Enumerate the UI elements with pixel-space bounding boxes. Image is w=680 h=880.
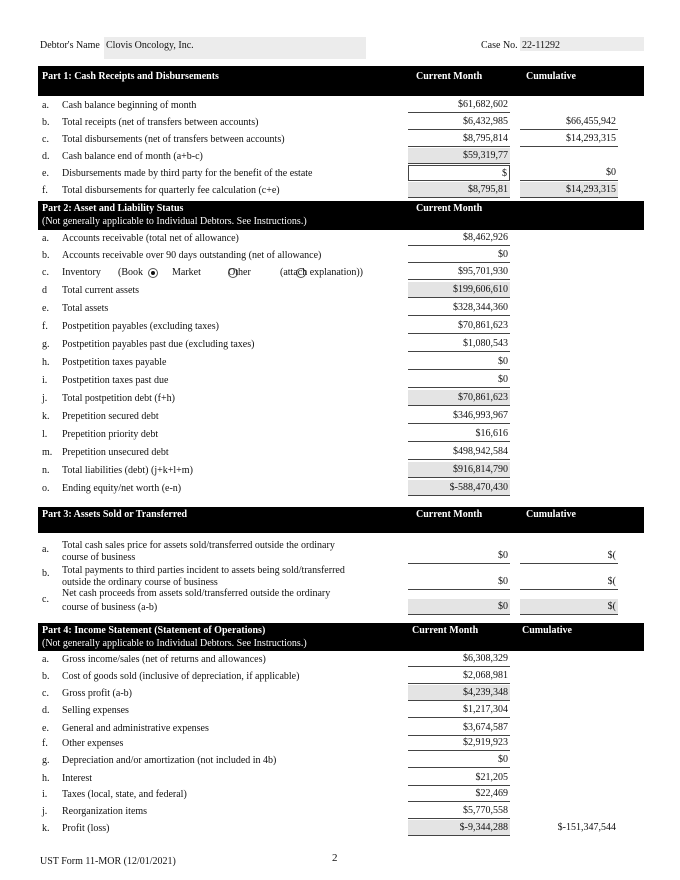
net-proceeds-current[interactable]: $0 — [408, 599, 510, 615]
part4-row-h — [0, 770, 680, 787]
row-letter: g. — [42, 755, 50, 766]
part2-col-current: Current Month — [416, 203, 483, 214]
row-label: Inventory — [62, 267, 101, 278]
row-letter: a. — [42, 100, 49, 111]
taxes-current[interactable]: $22,469 — [408, 786, 510, 802]
part1-col-current: Current Month — [416, 71, 483, 82]
part2-row-c-inventory — [0, 264, 680, 281]
part2-row-l — [0, 426, 680, 443]
row-label: Total assets — [62, 303, 109, 314]
third-party-current-input[interactable]: $ — [408, 165, 510, 181]
part4-title: Part 4: Income Statement (Statement of Operations) — [42, 625, 266, 636]
interest-current[interactable]: $21,205 — [408, 770, 510, 786]
row-label: Other expenses — [62, 738, 124, 749]
depreciation-current[interactable]: $0 — [408, 752, 510, 768]
part3-row-c — [0, 588, 680, 616]
third-party-payments-cumulative[interactable]: $( — [520, 574, 618, 590]
part1-row-e — [0, 165, 680, 182]
case-no-label: Case No. — [481, 40, 518, 51]
row-label: Total postpetition debt (f+h) — [62, 393, 175, 404]
row-label: Total liabilities (debt) (j+k+l+m) — [62, 465, 193, 476]
post-payables-current[interactable]: $70,861,623 — [408, 318, 510, 334]
row-letter: e. — [42, 723, 49, 734]
part3-header — [38, 507, 644, 533]
current-assets-current[interactable]: $199,606,610 — [408, 282, 510, 298]
part4-row-k — [0, 820, 680, 837]
page-number: 2 — [332, 852, 338, 864]
part3-col-current: Current Month — [416, 509, 483, 520]
row-letter: j. — [42, 393, 48, 404]
third-party-cumulative[interactable]: $0 — [520, 165, 618, 181]
part4-subtitle: (Not generally applicable to Individual Debtors. See Instructions.) — [42, 638, 307, 649]
row-label: Taxes (local, state, and federal) — [62, 789, 187, 800]
row-label: Gross income/sales (net of returns and allowances) — [62, 654, 266, 665]
row-label-line2: course of business — [62, 552, 136, 563]
part1-row-f — [0, 182, 680, 199]
row-letter: a. — [42, 233, 49, 244]
row-label: General and administrative expenses — [62, 723, 209, 734]
part2-row-g — [0, 336, 680, 353]
row-label: Prepetition unsecured debt — [62, 447, 169, 458]
row-label: Cash balance beginning of month — [62, 100, 197, 111]
row-label: Postpetition taxes past due — [62, 375, 169, 386]
form-number: UST Form 11-MOR (12/01/2021) — [40, 856, 176, 867]
row-letter: b. — [42, 568, 50, 579]
part1-row-c — [0, 131, 680, 148]
row-letter: c. — [42, 594, 49, 605]
row-label: Gross profit (a-b) — [62, 688, 132, 699]
row-letter: f. — [42, 738, 48, 749]
part4-row-b — [0, 668, 680, 685]
net-proceeds-cumulative[interactable]: $( — [520, 599, 618, 615]
part2-row-e — [0, 300, 680, 317]
row-letter: l. — [42, 429, 48, 440]
other-expenses-current[interactable]: $2,919,923 — [408, 735, 510, 751]
row-label: Accounts receivable (total net of allowance) — [62, 233, 239, 244]
row-letter: g. — [42, 339, 50, 350]
pre-unsecured-current[interactable]: $498,942,584 — [408, 444, 510, 460]
cash-end-current[interactable]: $59,319,77 — [408, 148, 510, 164]
row-label — [62, 565, 402, 589]
row-label: Total receipts (net of transfers between accounts) — [62, 117, 259, 128]
row-label: Cash balance end of month (a+b-c) — [62, 151, 203, 162]
profit-loss-cumulative[interactable]: $-151,347,544 — [557, 822, 616, 833]
row-letter: i. — [42, 789, 48, 800]
post-payables-pastdue-current[interactable]: $1,080,543 — [408, 336, 510, 352]
row-letter: h. — [42, 773, 50, 784]
row-letter: a. — [42, 654, 49, 665]
part4-header — [38, 623, 644, 651]
part4-col-current: Current Month — [412, 625, 479, 636]
row-letter: m. — [42, 447, 53, 458]
equity-current[interactable]: $-588,470,430 — [408, 480, 510, 496]
row-label: Total current assets — [62, 285, 140, 296]
row-label: Total disbursements for quarterly fee calculation (c+e) — [62, 185, 280, 196]
part3-title: Part 3: Assets Sold or Transferred — [42, 509, 188, 520]
row-label: Depreciation and/or amortization (not included in 4b) — [62, 755, 277, 766]
part4-row-i — [0, 786, 680, 803]
part1-row-d — [0, 148, 680, 165]
row-label — [62, 540, 402, 564]
part2-row-a — [0, 230, 680, 247]
disbursements-cumulative[interactable]: $14,293,315 — [520, 131, 618, 147]
part1-header — [38, 66, 644, 96]
part3-col-cumulative: Cumulative — [526, 509, 576, 520]
part2-row-d — [0, 282, 680, 299]
row-letter: b. — [42, 671, 50, 682]
row-letter: e. — [42, 303, 49, 314]
row-label: Postpetition payables past due (excluding taxes) — [62, 339, 255, 350]
row-label — [62, 587, 402, 615]
part2-header — [38, 201, 644, 230]
row-letter: i. — [42, 375, 48, 386]
row-label: Cost of goods sold (inclusive of depreciation, if applicable) — [62, 671, 300, 682]
row-letter: k. — [42, 823, 50, 834]
part2-row-i — [0, 372, 680, 389]
part2-row-o — [0, 480, 680, 497]
row-label: Total disbursements (net of transfers between accounts) — [62, 134, 285, 145]
row-label-line1: Net cash proceeds from assets sold/transferred outside the ordinary — [62, 588, 331, 599]
part2-subtitle: (Not generally applicable to Individual Debtors. See Instructions.) — [42, 216, 307, 227]
cash-begin-current[interactable]: $61,682,602 — [408, 97, 510, 113]
row-label: Disbursements made by third party for the benefit of the estate — [62, 168, 313, 179]
gross-income-current[interactable]: $6,308,329 — [408, 651, 510, 667]
part4-row-g — [0, 752, 680, 769]
row-letter: j. — [42, 806, 48, 817]
total-liabilities-current[interactable]: $916,814,790 — [408, 462, 510, 478]
row-label: Reorganization items — [62, 806, 148, 817]
row-letter: n. — [42, 465, 50, 476]
row-letter: c. — [42, 688, 49, 699]
inventory-book-radio[interactable] — [148, 268, 158, 278]
part4-row-f — [0, 735, 680, 752]
part4-col-cumulative: Cumulative — [522, 625, 572, 636]
inventory-market-label: Market — [172, 267, 201, 278]
row-letter: c. — [42, 134, 49, 145]
disbursements-current[interactable]: $8,795,814 — [408, 131, 510, 147]
row-label-line1: Total payments to third parties incident to assets being sold/transferred — [62, 565, 345, 576]
pre-secured-current[interactable]: $346,993,967 — [408, 408, 510, 424]
part2-row-f — [0, 318, 680, 335]
ar-current[interactable]: $8,462,926 — [408, 230, 510, 246]
row-letter: b. — [42, 250, 50, 261]
part1-row-b — [0, 114, 680, 131]
quarterly-fee-current[interactable]: $8,795,81 — [408, 182, 510, 198]
row-label: Prepetition priority debt — [62, 429, 159, 440]
row-label: Accounts receivable over 90 days outstanding (net of allowance) — [62, 250, 322, 261]
third-party-payments-current[interactable]: $0 — [408, 574, 510, 590]
row-letter: f. — [42, 321, 48, 332]
row-letter: f. — [42, 185, 48, 196]
gross-profit-current[interactable]: $4,239,348 — [408, 685, 510, 701]
row-letter: h. — [42, 357, 50, 368]
row-label-line1: Total cash sales price for assets sold/transferred outside the ordinary — [62, 540, 335, 551]
row-letter: c. — [42, 267, 49, 278]
row-letter: a. — [42, 544, 49, 555]
row-label-line2: course of business (a-b) — [62, 602, 158, 613]
reorg-current[interactable]: $5,770,558 — [408, 803, 510, 819]
ga-current[interactable]: $3,674,587 — [408, 720, 510, 736]
profit-loss-current[interactable]: $-9,344,288 — [408, 820, 510, 836]
row-letter: d. — [42, 705, 50, 716]
total-assets-current[interactable]: $328,344,360 — [408, 300, 510, 316]
row-label: Ending equity/net worth (e-n) — [62, 483, 182, 494]
cogs-current[interactable]: $2,068,981 — [408, 668, 510, 684]
row-letter: d — [42, 285, 47, 296]
part4-row-j — [0, 803, 680, 820]
debtor-name-label: Debtor's Name — [40, 40, 100, 51]
row-label-line2: outside the ordinary course of business — [62, 577, 218, 588]
receipts-cumulative[interactable]: $66,455,942 — [520, 114, 618, 130]
part1-col-cumulative: Cumulative — [526, 71, 576, 82]
part4-row-a — [0, 651, 680, 668]
selling-current[interactable]: $1,217,304 — [408, 702, 510, 718]
inventory-other-label: Other — [228, 267, 251, 278]
row-label: Prepetition secured debt — [62, 411, 159, 422]
inventory-book-label: (Book — [118, 267, 143, 278]
debtor-name-value: Clovis Oncology, Inc. — [106, 40, 194, 51]
inventory-note: (attach explanation)) — [280, 267, 364, 278]
part1-row-a — [0, 97, 680, 114]
case-no-value: 22-11292 — [522, 40, 560, 51]
post-taxes-pastdue-current[interactable]: $0 — [408, 372, 510, 388]
part4-row-c — [0, 685, 680, 702]
ar-90-current[interactable]: $0 — [408, 247, 510, 263]
sales-price-cumulative[interactable]: $( — [520, 548, 618, 564]
part2-row-j — [0, 390, 680, 407]
sales-price-current[interactable]: $0 — [408, 548, 510, 564]
part2-row-b — [0, 247, 680, 264]
row-label: Selling expenses — [62, 705, 129, 716]
post-taxes-current[interactable]: $0 — [408, 354, 510, 370]
row-letter: b. — [42, 117, 50, 128]
inventory-current[interactable]: $95,701,930 — [408, 264, 510, 280]
pre-priority-current[interactable]: $16,616 — [408, 426, 510, 442]
part1-title: Part 1: Cash Receipts and Disbursements — [42, 71, 219, 82]
row-letter: o. — [42, 483, 50, 494]
row-letter: d. — [42, 151, 50, 162]
row-label: Profit (loss) — [62, 823, 110, 834]
part3-row-a — [0, 540, 680, 566]
part2-row-m — [0, 444, 680, 461]
row-letter: k. — [42, 411, 50, 422]
quarterly-fee-cumulative[interactable]: $14,293,315 — [520, 182, 618, 198]
part2-row-h — [0, 354, 680, 371]
post-debt-current[interactable]: $70,861,623 — [408, 390, 510, 406]
row-letter: e. — [42, 168, 49, 179]
part2-title: Part 2: Asset and Liability Status — [42, 203, 184, 214]
row-label: Interest — [62, 773, 92, 784]
row-label: Postpetition payables (excluding taxes) — [62, 321, 219, 332]
part2-row-k — [0, 408, 680, 425]
receipts-current[interactable]: $6,432,985 — [408, 114, 510, 130]
row-label: Postpetition taxes payable — [62, 357, 167, 368]
part4-row-d — [0, 702, 680, 719]
part2-row-n — [0, 462, 680, 479]
